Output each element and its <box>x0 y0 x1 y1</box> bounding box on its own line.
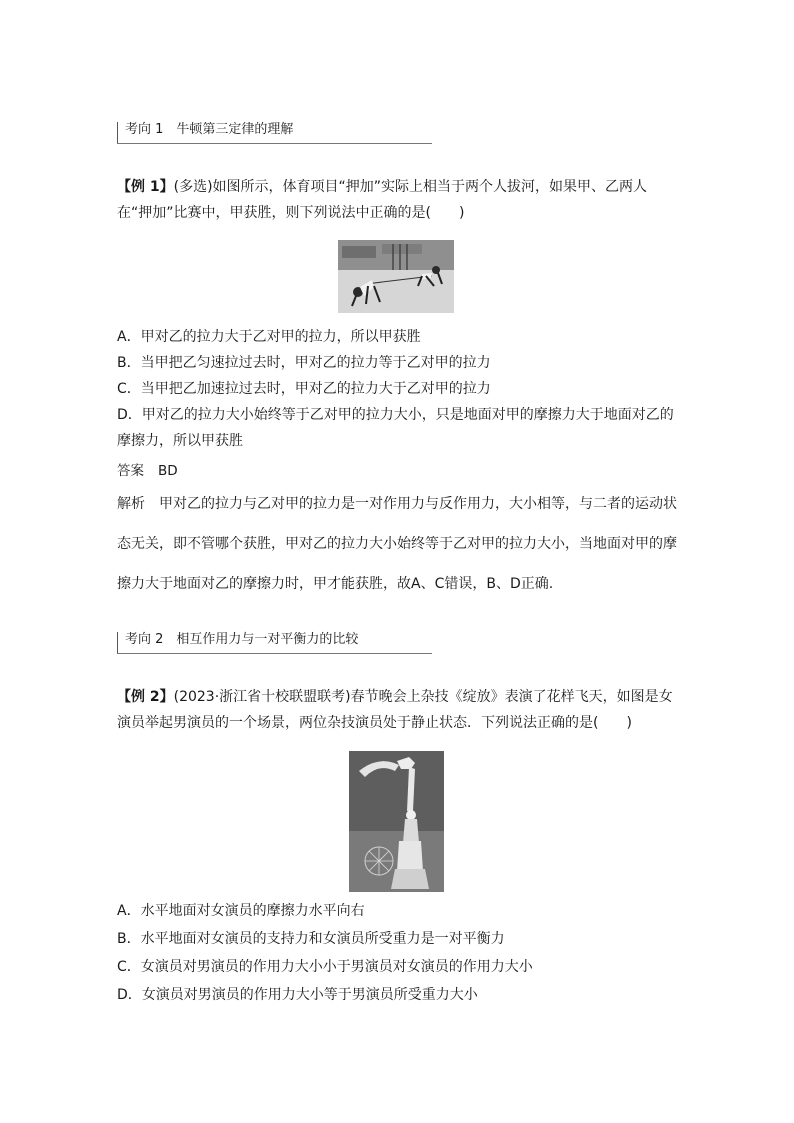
option-a: A．水平地面对女演员的摩擦力水平向右 <box>117 903 365 919</box>
question-text: (多选)如图所示，体育项目“押加”实际上相当于两个人拔河，如果甲、乙两人在“押加”比赛中，甲获胜，则下列说法中正确的是( ) <box>117 179 648 221</box>
option-b: B．水平地面对女演员的支持力和女演员所受重力是一对平衡力 <box>117 931 505 947</box>
analysis-text: 甲对乙的拉力与乙对甲的拉力是一对作用力与反作用力，大小相等，与二者的运动状态无关，即不管哪个获胜，甲对乙的拉力大小始终等于乙对甲的拉力大小，当地面对甲的摩擦力大于地面对乙的摩擦力时，甲才能获胜，故A、C错误，B、D正确. <box>117 496 677 592</box>
heading-underline <box>117 143 432 144</box>
example-2-question <box>117 684 679 736</box>
option-d-continued: 摩擦力，所以甲获胜 <box>117 433 243 449</box>
heading-underline <box>117 653 432 654</box>
option-d: D．甲对乙的拉力大小始终等于乙对甲的拉力大小，只是地面对甲的摩擦力大于地面对乙的 <box>117 407 674 423</box>
example-tag: 【例 2】 <box>117 689 174 705</box>
analysis-paragraph <box>117 484 682 604</box>
section-title: 考向 1 牛顿第三定律的理解 <box>125 122 294 137</box>
option-b: B．当甲把乙匀速拉过去时，甲对乙的拉力等于乙对甲的拉力 <box>117 355 491 371</box>
option-d: D．女演员对男演员的作用力大小等于男演员所受重力大小 <box>117 987 478 1003</box>
acrobatics-photo <box>349 751 444 892</box>
section-heading-2 <box>117 632 432 654</box>
analysis-label: 解析 <box>117 496 145 512</box>
option-c: C．女演员对男演员的作用力大小小于男演员对女演员的作用力大小 <box>117 959 533 975</box>
option-c: C．当甲把乙加速拉过去时，甲对乙的拉力大于乙对甲的拉力 <box>117 381 491 397</box>
heading-bar <box>117 632 118 654</box>
heading-bar <box>117 122 118 144</box>
option-a: A．甲对乙的拉力大于乙对甲的拉力，所以甲获胜 <box>117 329 421 345</box>
answer-value: BD <box>158 463 178 479</box>
section-heading-1 <box>117 122 432 144</box>
answer-line <box>117 458 178 484</box>
question-text: (2023·浙江省十校联盟联考)春节晚会上杂技《绽放》表演了花样飞天，如图是女演员举起男演员的一个场景，两位杂技演员处于静止状态．下列说法正确的是( ) <box>117 689 673 731</box>
tug-of-war-photo <box>338 240 454 313</box>
example-tag: 【例 1】 <box>117 179 174 195</box>
section-title: 考向 2 相互作用力与一对平衡力的比较 <box>125 632 359 647</box>
answer-label: 答案 <box>117 463 144 479</box>
example-1-question <box>117 174 679 226</box>
